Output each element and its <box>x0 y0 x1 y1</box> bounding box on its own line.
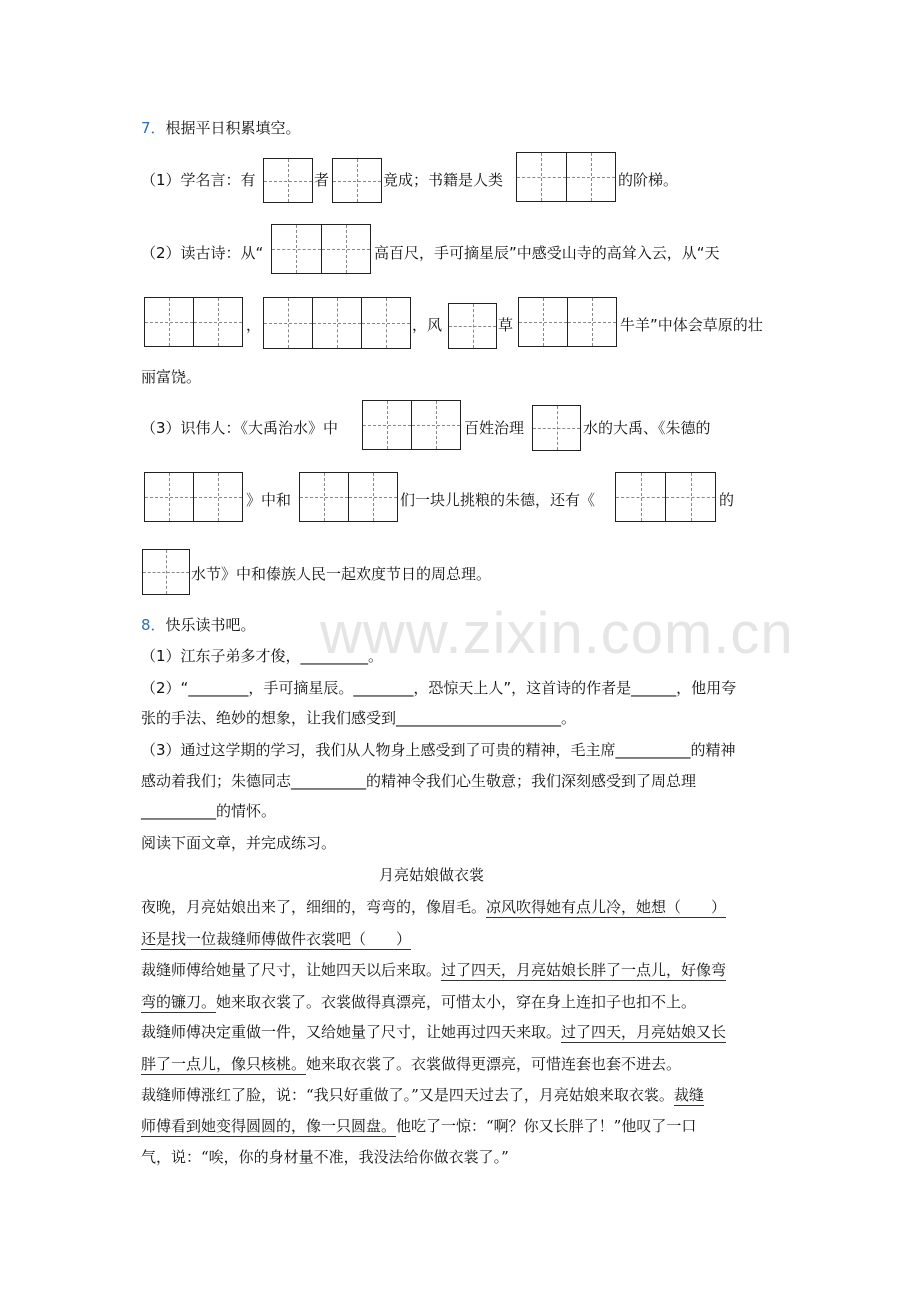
story-underline: 还是找一位裁缝师傅做件衣裳吧（ ） <box>141 930 412 948</box>
q7-p2-text-a: （2）读古诗：从“ <box>141 244 264 262</box>
q8-line-5: 感动着我们；朱德同志__________的精神令我们心生敬意；我们深刻感受到了周总理 <box>141 772 697 790</box>
q8-line-4: （3）通过这学期的学习，我们从人物身上感受到了可贵的精神，毛主席__________的精神 <box>141 741 736 759</box>
q7-p2-box-5[interactable] <box>518 297 617 347</box>
story-line-8 <box>141 1115 696 1137</box>
q7-p1-box-1[interactable] <box>263 158 313 203</box>
q7-p1-text-a: （1）学名言：有 <box>141 171 256 189</box>
q8-line-3: 张的手法、绝妙的想象，让我们感受到______________________。 <box>141 709 577 727</box>
q7-p3-box-5[interactable] <box>615 472 716 522</box>
q7-p1-text-c: 竟成；书籍是人类 <box>383 171 504 189</box>
q7-p3-text-c: 水的大禹、《朱德的 <box>583 419 711 437</box>
story-text: 他吃了一惊：“啊？你又长胖了！”他叹了一口 <box>396 1117 697 1135</box>
reading-intro: 阅读下面文章，并完成练习。 <box>141 834 337 852</box>
story-underline: 胖了一点儿，像只核桃。 <box>141 1055 307 1073</box>
q7-p1-text-d: 的阶梯。 <box>618 171 679 189</box>
story-text: 她来取衣裳了。衣裳做得真漂亮，可惜太小，穿在身上连扣子也扣不上。 <box>216 993 697 1011</box>
q7-p1-box-3[interactable] <box>516 152 616 202</box>
story-text: 裁缝师傅涨红了脸，说：“我只好重做了。”又是四天过去了，月亮姑娘来取衣裳。 <box>141 1086 674 1104</box>
q7-p2-text-g: 丽富饶。 <box>141 368 202 386</box>
story-underline: 过了四天，月亮姑娘又长 <box>561 1023 727 1041</box>
q7-p2-box-3[interactable] <box>263 297 411 349</box>
story-underline: 弯的镰刀。 <box>141 993 217 1011</box>
story-underline: 师傅看到她变得圆圆的，像一只圆盘。 <box>141 1117 397 1135</box>
story-line-1 <box>141 896 726 918</box>
q7-p2-text-b: 高百尺，手可摘星辰”中感受山寺的高耸入云，从“天 <box>374 244 720 262</box>
q8-line-1: （1）江东子弟多才俊，_________。 <box>141 647 384 665</box>
q7-p3-text-g: 水节》中和傣族人民一起欢度节日的周总理。 <box>191 565 492 583</box>
q8-heading <box>141 614 256 636</box>
story-text: 裁缝师傅给她量了尺寸，让她四天以后来取。 <box>141 961 442 979</box>
story-title: 月亮姑娘做衣裳 <box>379 866 485 884</box>
story-underline: 凉风吹得她有点儿冷，她想（ ） <box>486 898 727 916</box>
q7-p3-text-f: 的 <box>719 491 735 509</box>
story-underline: 过了四天，月亮姑娘长胖了一点儿，好像弯 <box>441 961 727 979</box>
q8-line-2: （2）“________，手可摘星辰。________，恐惊天上人”，这首诗的作者是______，他用夸 <box>141 679 737 697</box>
q7-p3-text-d: 》中和 <box>246 491 292 509</box>
q7-heading <box>141 117 301 139</box>
q7-number: 7． <box>141 119 166 137</box>
q7-p3-text-b: 百姓治理 <box>464 419 525 437</box>
q7-p3-box-3[interactable] <box>144 472 243 522</box>
q7-p3-box-4[interactable] <box>299 472 398 522</box>
q7-p2-text-e: 草 <box>498 316 514 334</box>
q7-p2-box-2[interactable] <box>144 297 243 347</box>
story-line-6 <box>141 1053 681 1075</box>
q7-p2-box-4[interactable] <box>448 303 497 349</box>
story-line-2 <box>141 928 411 950</box>
story-text: 她来取衣裳了。衣裳做得更漂亮，可惜连套也套不进去。 <box>306 1055 682 1073</box>
q7-p3-box-6[interactable] <box>142 549 190 595</box>
q8-number: 8． <box>141 616 166 634</box>
q7-p1-text-b: 者 <box>314 171 330 189</box>
q7-p3-text-a: （3）识伟人：《大禹治水》中 <box>141 419 339 437</box>
story-line-7 <box>141 1084 704 1106</box>
q7-title: 根据平日积累填空。 <box>165 119 301 137</box>
q7-p3-box-1[interactable] <box>362 400 461 450</box>
story-text: 裁缝师傅决定重做一件，又给她量了尺寸，让她再过四天来取。 <box>141 1023 562 1041</box>
story-underline: 裁缝 <box>673 1086 704 1104</box>
story-line-9: 气，说：“唉，你的身材量不准，我没法给你做衣裳了。” <box>141 1148 509 1166</box>
q7-p2-text-c: ， <box>246 316 262 334</box>
q7-p1-box-2[interactable] <box>332 158 382 203</box>
q7-p2-text-d: ，风 <box>412 316 443 334</box>
story-text: 夜晚，月亮姑娘出来了，细细的，弯弯的，像眉毛。 <box>141 898 487 916</box>
q8-title: 快乐读书吧。 <box>165 616 256 634</box>
q8-line-6: __________的情怀。 <box>141 802 277 820</box>
q7-p2-box-1[interactable] <box>271 224 371 274</box>
story-line-5 <box>141 1021 726 1043</box>
q7-p2-text-f: 牛羊”中体会草原的壮 <box>620 316 763 334</box>
q7-p3-box-2[interactable] <box>532 405 581 451</box>
story-line-4 <box>141 991 696 1013</box>
story-line-3 <box>141 959 726 981</box>
q7-p3-text-e: 们一块儿挑粮的朱德，还有《 <box>400 491 596 509</box>
watermark: www.zixin.com.cn <box>320 601 794 666</box>
